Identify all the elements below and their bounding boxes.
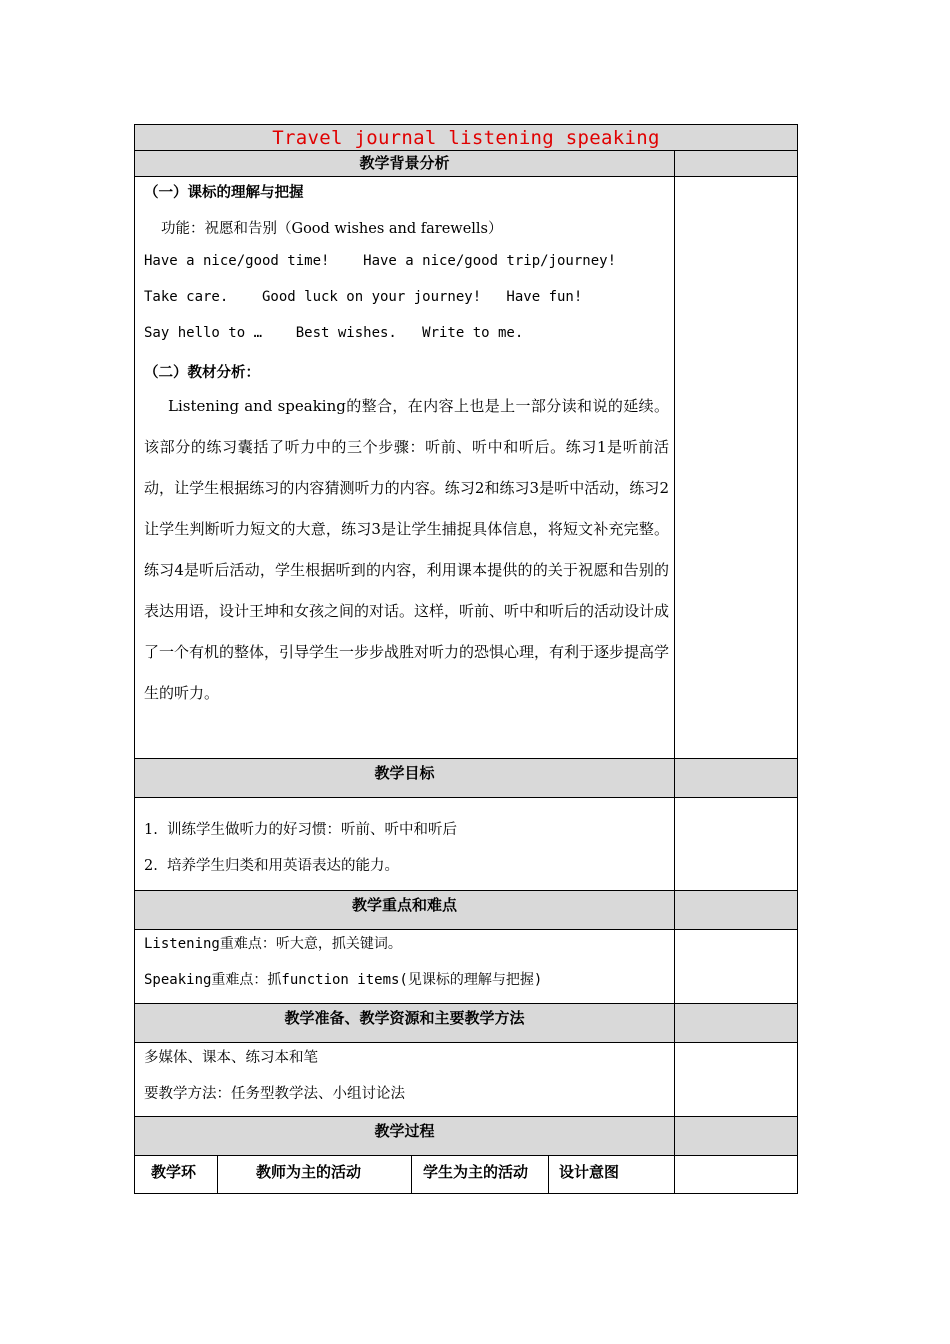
process-col-student bbox=[411, 1155, 549, 1194]
side-column-cell bbox=[674, 890, 798, 930]
goal-item: 2. 培养学生归类和用英语表达的能力。 bbox=[144, 858, 400, 874]
preparation-content bbox=[134, 1042, 675, 1117]
key-points-content bbox=[134, 929, 675, 1004]
side-column-cell bbox=[674, 176, 798, 759]
lesson-plan-table bbox=[134, 124, 798, 1194]
subsection-curriculum: （一）课标的理解与把握 bbox=[144, 185, 304, 201]
phrase-line: Take care. Good luck on your journey! Have fun! bbox=[144, 289, 583, 305]
process-col-intent bbox=[548, 1155, 675, 1194]
section-header-key-points: 教学重点和难点 bbox=[134, 890, 675, 930]
prep-item: 要教学方法：任务型教学法、小组讨论法 bbox=[144, 1086, 405, 1102]
goals-content bbox=[134, 797, 675, 891]
side-column-cell bbox=[674, 150, 798, 177]
column-header: 设计意图 bbox=[559, 1163, 620, 1181]
side-column-cell bbox=[674, 797, 798, 891]
background-content bbox=[134, 176, 675, 759]
column-header: 教学环 bbox=[151, 1163, 197, 1181]
prep-item: 多媒体、课本、练习本和笔 bbox=[144, 1050, 318, 1066]
column-header: 教师为主的活动 bbox=[256, 1163, 362, 1181]
section-header-background: 教学背景分析 bbox=[134, 150, 675, 177]
function-line: 功能：祝愿和告别（Good wishes and farewells） bbox=[161, 221, 503, 237]
side-column-cell bbox=[674, 758, 798, 798]
side-column-cell bbox=[674, 1042, 798, 1117]
phrase-line: Say hello to … Best wishes. Write to me. bbox=[144, 325, 524, 341]
process-col-teacher bbox=[217, 1155, 412, 1194]
phrase-line: Have a nice/good time! Have a nice/good trip/journey! bbox=[144, 253, 617, 269]
key-point-item: Speaking重难点：抓function items(见课标的理解与把握) bbox=[144, 972, 543, 988]
column-header: 学生为主的活动 bbox=[423, 1163, 529, 1181]
analysis-paragraph: Listening and speaking的整合，在内容上也是上一部分读和说的延续。该部分的练习囊括了听力中的三个步骤：听前、听中和听后。练习1是听前活动，让学生根据练习的内容猜测听力的内容。练习2和练习3是听中活动，练习2 让学生判断听力短文的大意，练习3是让学生捕捉具体信息，将短文补充完整。练习4是听后活动，学生根据听到的内容，利用课本提供的的关于祝愿和告别的表达用语，设计王坤和女孩之间的对话。这样，听前、听中和听后的活动设计成了一个有机的整体，引导学生一步步战胜对听力的恐惧心理，有利于逐步提高学生的听力。 bbox=[144, 397, 670, 702]
side-column-cell bbox=[674, 1155, 798, 1194]
section-header-process: 教学过程 bbox=[134, 1116, 675, 1156]
side-column-cell bbox=[674, 1116, 798, 1156]
side-column-cell bbox=[674, 929, 798, 1004]
key-point-item: Listening重难点：听大意，抓关键词。 bbox=[144, 936, 402, 952]
goal-item: 1. 训练学生做听力的好习惯：听前、听中和听后 bbox=[144, 822, 458, 838]
section-header-preparation: 教学准备、教学资源和主要教学方法 bbox=[134, 1003, 675, 1043]
side-column-cell bbox=[674, 1003, 798, 1043]
document-title: Travel journal listening speaking bbox=[134, 124, 798, 151]
section-header-goals: 教学目标 bbox=[134, 758, 675, 798]
process-col-stage bbox=[134, 1155, 218, 1194]
subsection-material-analysis: （二）教材分析： bbox=[144, 365, 260, 381]
